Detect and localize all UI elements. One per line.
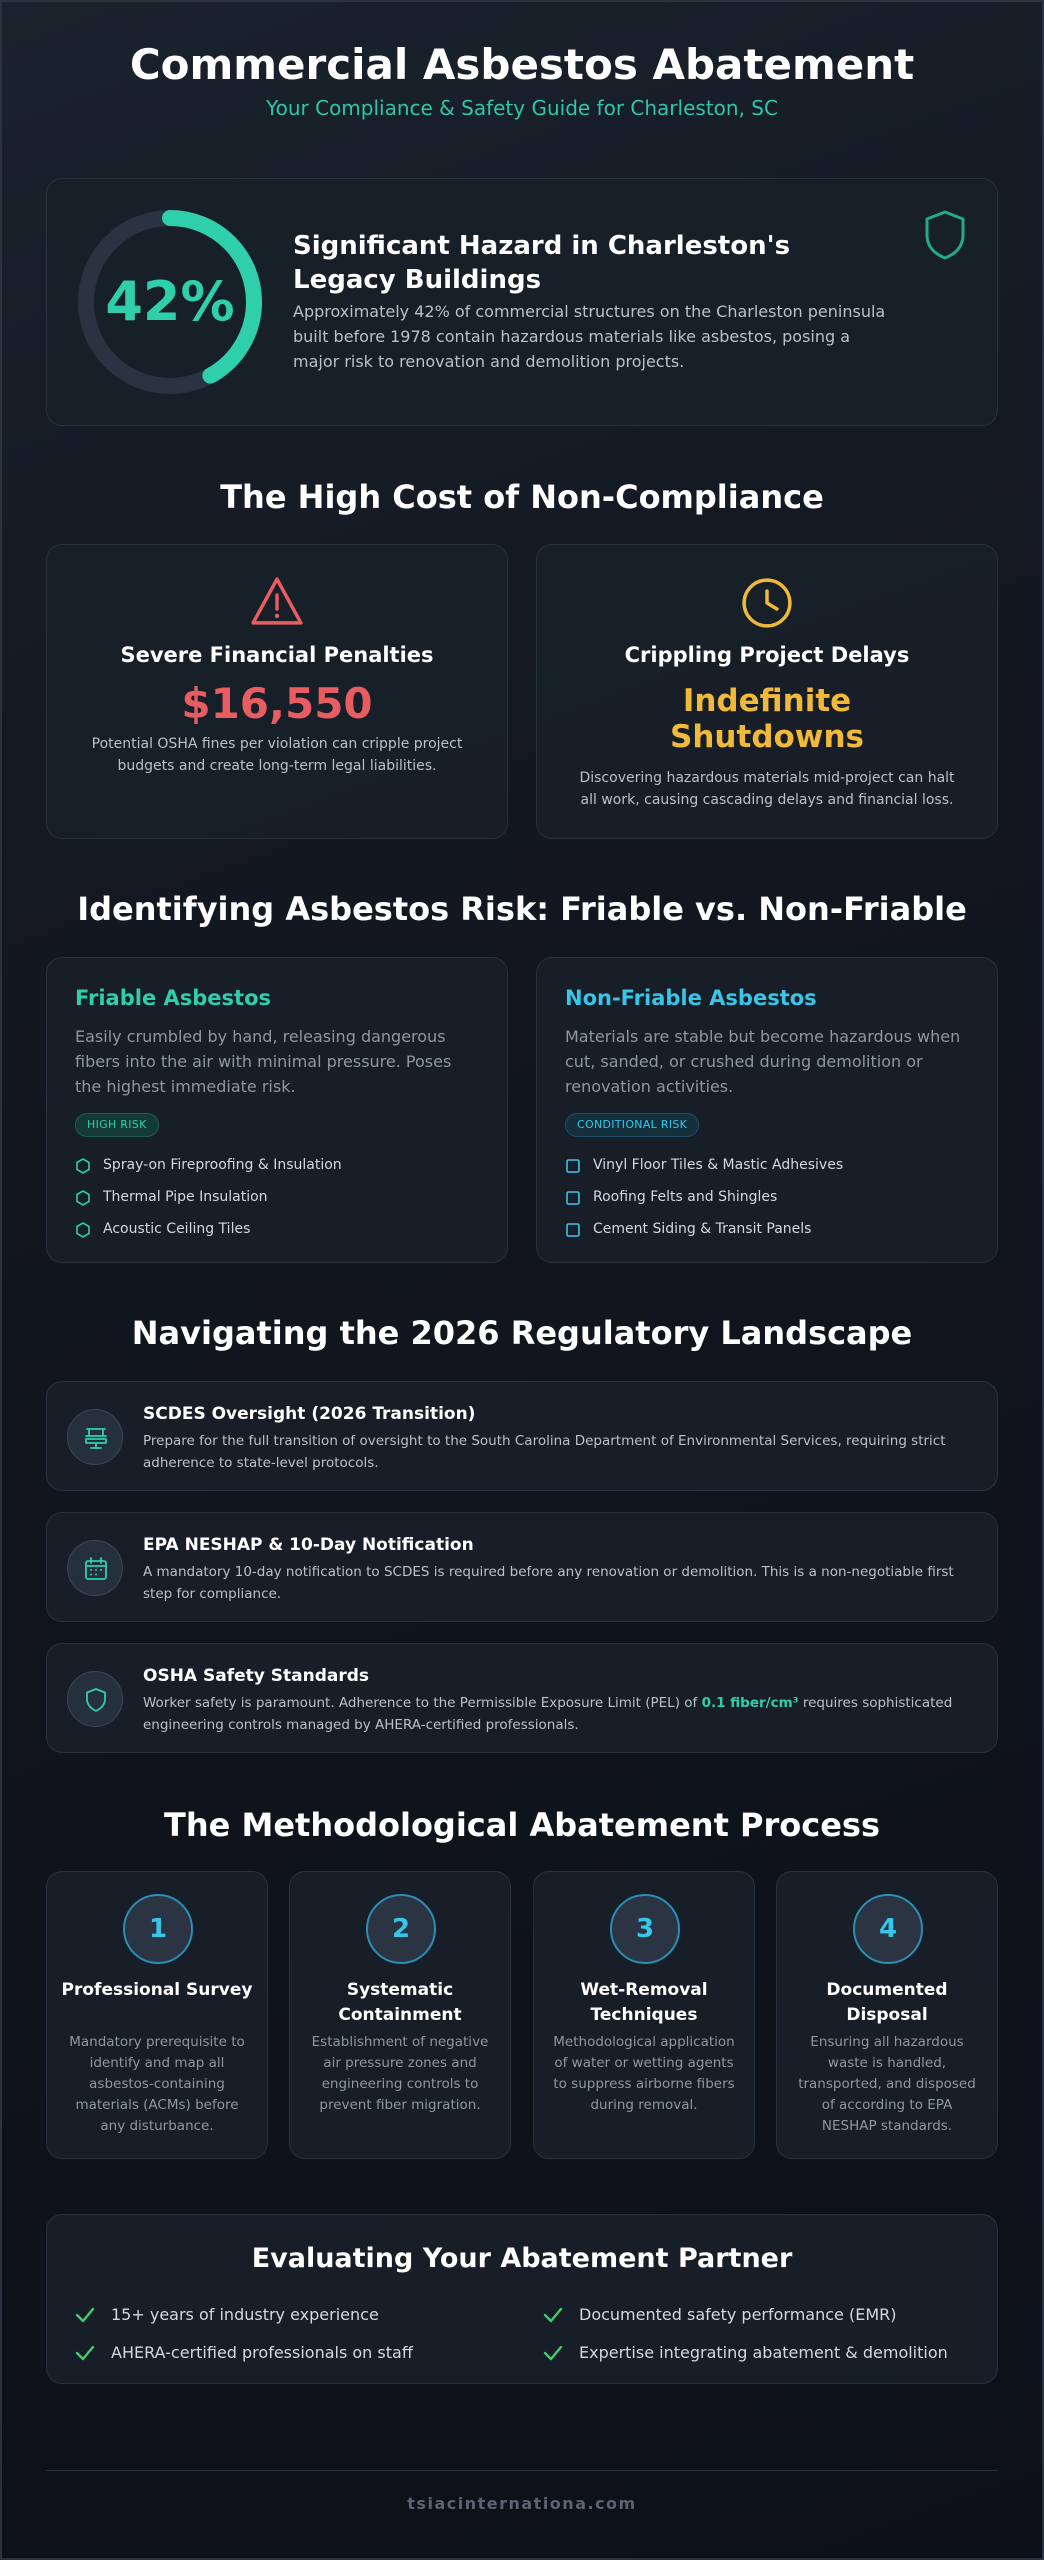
reg-icon-wrap [67,1671,123,1727]
government-building-icon [83,1425,109,1451]
partner-card [46,2214,998,2384]
reg-description: A mandatory 10-day notification to SCDES is required before any renovation or demolition. This is a non-negotiable first step for compliance. [143,1564,954,1602]
process-section-title: The Methodological Abatement Process [164,1806,880,1844]
pel-highlight: 0.1 fiber/cm³ [701,1695,799,1711]
process-step-3 [533,1871,755,2159]
warning-triangle-icon [47,575,507,631]
reg-description-text: Worker safety is paramount. Adherence to the Permissible Exposure Limit (PEL) of [143,1695,702,1711]
reg-icon-wrap [67,1409,123,1465]
step-title: Systematic Containment [338,1980,462,2025]
reg-item-scdes [46,1381,998,1491]
check-icon [75,2306,95,2324]
reg-description: Prepare for the full transition of oversight to the South Carolina Department of Environmental Services, requiring strict adherence to state-level protocols. [143,1433,946,1471]
partner-item-label: AHERA-certified professionals on staff [111,2343,413,2362]
delays-description: Discovering hazardous materials mid-project can halt all work, causing cascading delays and financial loss. [579,770,955,808]
conditional-risk-badge: CONDITIONAL RISK [565,1113,699,1137]
step-title: Documented Disposal [826,1980,948,2025]
reg-item-osha [46,1643,998,1753]
process-step-2 [289,1871,511,2159]
hero-card [46,178,998,426]
partner-item-label: Expertise integrating abatement & demolition [579,2343,948,2362]
reg-title: EPA NESHAP & 10-Day Notification [143,1535,474,1555]
penalties-title: Severe Financial Penalties [120,643,434,667]
step-description: Ensuring all hazardous waste is handled, transported, and disposed of according to EPA NESHAP standards. [798,2034,976,2134]
percent-value: 42% [105,270,235,333]
page-title: Commercial Asbestos Abatement [129,40,915,89]
step-title: Professional Survey [61,1980,253,2000]
non-friable-card [536,957,998,1263]
reg-description [143,1692,977,1736]
reg-icon-wrap [67,1540,123,1596]
hero-description: Approximately 42% of commercial structures on the Charleston peninsula built before 1978 contain hazardous materials like asbestos, posing a major risk to renovation and demolition projects. [293,302,886,371]
delays-title: Crippling Project Delays [624,643,910,667]
square-icon [565,1222,581,1238]
footer-domain[interactable]: tsiacinternationa.com [407,2494,637,2513]
hexagon-icon [75,1190,91,1206]
hero-title: Significant Hazard in Charleston's Legacy Buildings [293,231,791,295]
reg-title: OSHA Safety Standards [143,1666,370,1686]
non-friable-item-label: Cement Siding & Transit Panels [593,1221,812,1237]
non-friable-description: Materials are stable but become hazardous when cut, sanded, or crushed during demolition or renovation activities. [565,1027,961,1096]
page-subtitle: Your Compliance & Safety Guide for Charleston, SC [266,96,778,120]
clock-icon [537,575,997,631]
check-icon [543,2344,563,2362]
calendar-icon [83,1556,109,1582]
penalties-value: $16,550 [181,679,373,728]
non-friable-title: Non-Friable Asbestos [565,986,817,1010]
reg-title: SCDES Oversight (2026 Transition) [143,1404,476,1424]
friable-title: Friable Asbestos [75,986,272,1010]
hexagon-icon [75,1222,91,1238]
friable-description: Easily crumbled by hand, releasing dangerous fibers into the air with minimal pressure. Poses the highest immediate risk. [75,1027,452,1096]
hexagon-icon [75,1158,91,1174]
risk-section-title: Identifying Asbestos Risk: Friable vs. Non-Friable [77,890,967,928]
step-description: Establishment of negative air pressure zones and engineering controls to prevent fiber migration. [311,2034,489,2113]
friable-item-label: Acoustic Ceiling Tiles [103,1221,251,1237]
process-step-1 [46,1871,268,2159]
reg-item-epa [46,1512,998,1622]
partner-title: Evaluating Your Abatement Partner [251,2243,793,2274]
penalties-description: Potential OSHA fines per violation can cripple project budgets and create long-term legal liabilities. [91,736,463,774]
step-number-badge: 3 [610,1894,680,1964]
friable-item-label: Spray-on Fireproofing & Insulation [103,1157,342,1173]
delays-card [536,544,998,839]
friable-item-label: Thermal Pipe Insulation [103,1189,268,1205]
partner-item-label: Documented safety performance (EMR) [579,2305,897,2324]
step-description: Mandatory prerequisite to identify and map all asbestos-containing materials (ACMs) before any disturbance. [69,2034,245,2134]
process-step-4 [776,1871,998,2159]
step-description: Methodological application of water or wetting agents to suppress airborne fibers during removal. [553,2034,735,2113]
footer-divider [46,2470,998,2471]
step-number-badge: 4 [853,1894,923,1964]
shield-icon [923,209,967,261]
step-number-badge: 1 [123,1894,193,1964]
square-icon [565,1190,581,1206]
regulatory-section-title: Navigating the 2026 Regulatory Landscape [131,1314,913,1352]
step-number-badge: 2 [366,1894,436,1964]
friable-card [46,957,508,1263]
check-icon [543,2306,563,2324]
partner-item-label: 15+ years of industry experience [111,2305,379,2324]
penalties-card [46,544,508,839]
square-icon [565,1158,581,1174]
shield-icon [83,1687,109,1713]
step-title: Wet-Removal Techniques [580,1980,708,2025]
non-friable-item-label: Roofing Felts and Shingles [593,1189,778,1205]
cost-section-title: The High Cost of Non-Compliance [220,478,824,516]
reg-description-text: requires sophisticated engineering controls managed by AHERA-certified professionals. [143,1695,953,1733]
check-icon [75,2344,95,2362]
delays-value: Indefinite Shutdowns [670,683,864,755]
non-friable-item-label: Vinyl Floor Tiles & Mastic Adhesives [593,1157,844,1173]
high-risk-badge: HIGH RISK [75,1113,159,1137]
